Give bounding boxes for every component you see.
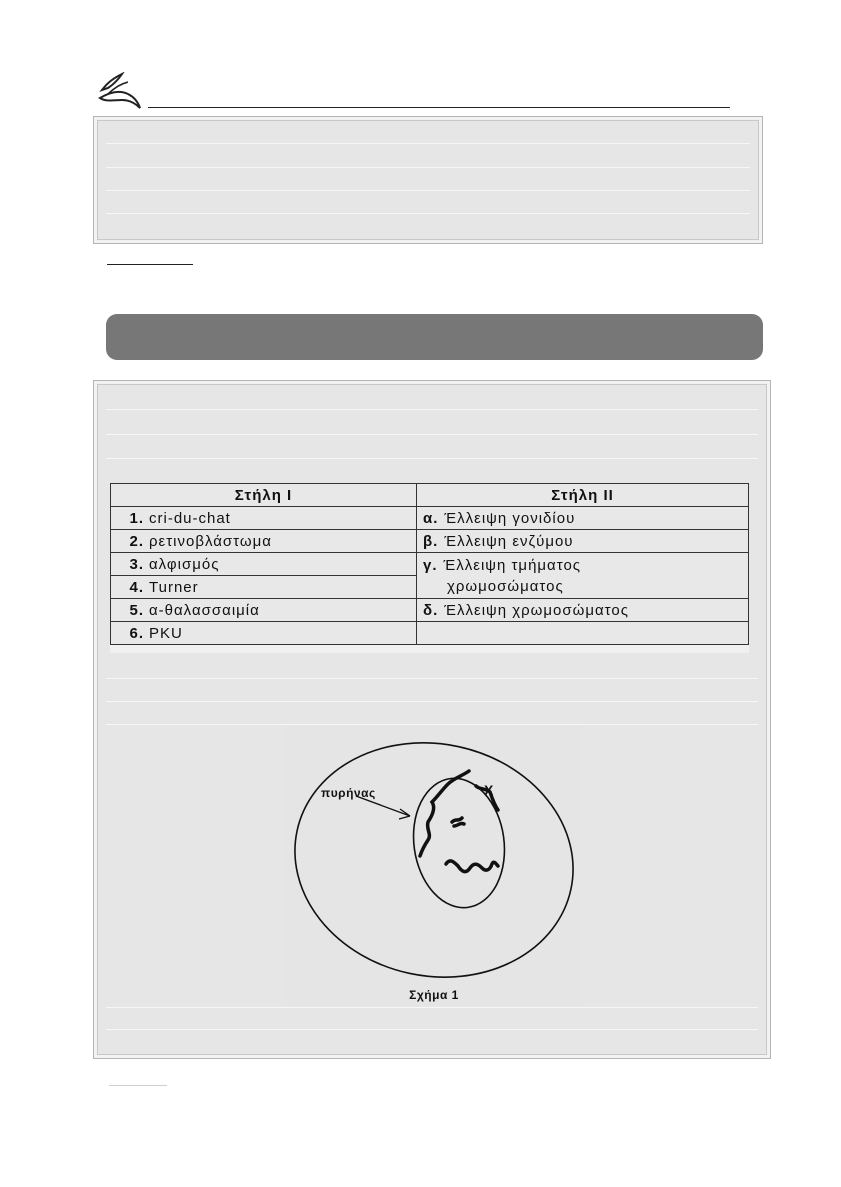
table-row xyxy=(111,599,749,622)
nucleus-label: πυρήνας xyxy=(321,786,376,800)
table-header-row xyxy=(111,484,749,507)
header-column-2: Στήλη II xyxy=(417,484,749,507)
header-rule xyxy=(148,107,730,108)
table-row xyxy=(111,622,749,645)
table-row xyxy=(111,530,749,553)
column2-empty xyxy=(417,622,749,645)
cell-diagram xyxy=(286,726,582,1006)
cell-membrane xyxy=(286,726,582,1003)
table-row xyxy=(111,507,749,530)
section-banner xyxy=(106,314,763,360)
chromosome-3 xyxy=(446,861,498,872)
figure-caption: Σχήμα 1 xyxy=(409,988,459,1002)
column1-item: 4. Turner xyxy=(111,576,417,599)
chromosome-1 xyxy=(420,771,469,856)
column2-item: δ. Έλλειψη χρωμοσώματος xyxy=(417,599,749,622)
dove-logo-icon xyxy=(98,72,142,112)
cell-figure xyxy=(286,726,582,1006)
column1-item: 1. cri-du-chat xyxy=(111,507,417,530)
chromosome-x-label: X xyxy=(484,782,494,798)
column2-item: β. Έλλειψη ενζύμου xyxy=(417,530,749,553)
answer-rule-2 xyxy=(109,1085,167,1086)
table-bottom-strip xyxy=(110,645,749,653)
column1-item: 2. ρετινοβλάστωμα xyxy=(111,530,417,553)
question-box-1 xyxy=(93,116,763,244)
nucleus xyxy=(405,772,512,913)
header-column-1: Στήλη I xyxy=(111,484,417,507)
matching-table xyxy=(110,483,749,645)
column2-item: γ. Έλλειψη τμήματος χρωμοσώματος xyxy=(417,553,749,599)
column1-item: 6. PKU xyxy=(111,622,417,645)
chromosome-small xyxy=(452,818,464,826)
column1-item: 5. α-θαλασσαιμία xyxy=(111,599,417,622)
column2-item: α. Έλλειψη γονιδίου xyxy=(417,507,749,530)
answer-rule xyxy=(107,264,193,265)
table-row xyxy=(111,553,749,576)
column1-item: 3. αλφισμός xyxy=(111,553,417,576)
